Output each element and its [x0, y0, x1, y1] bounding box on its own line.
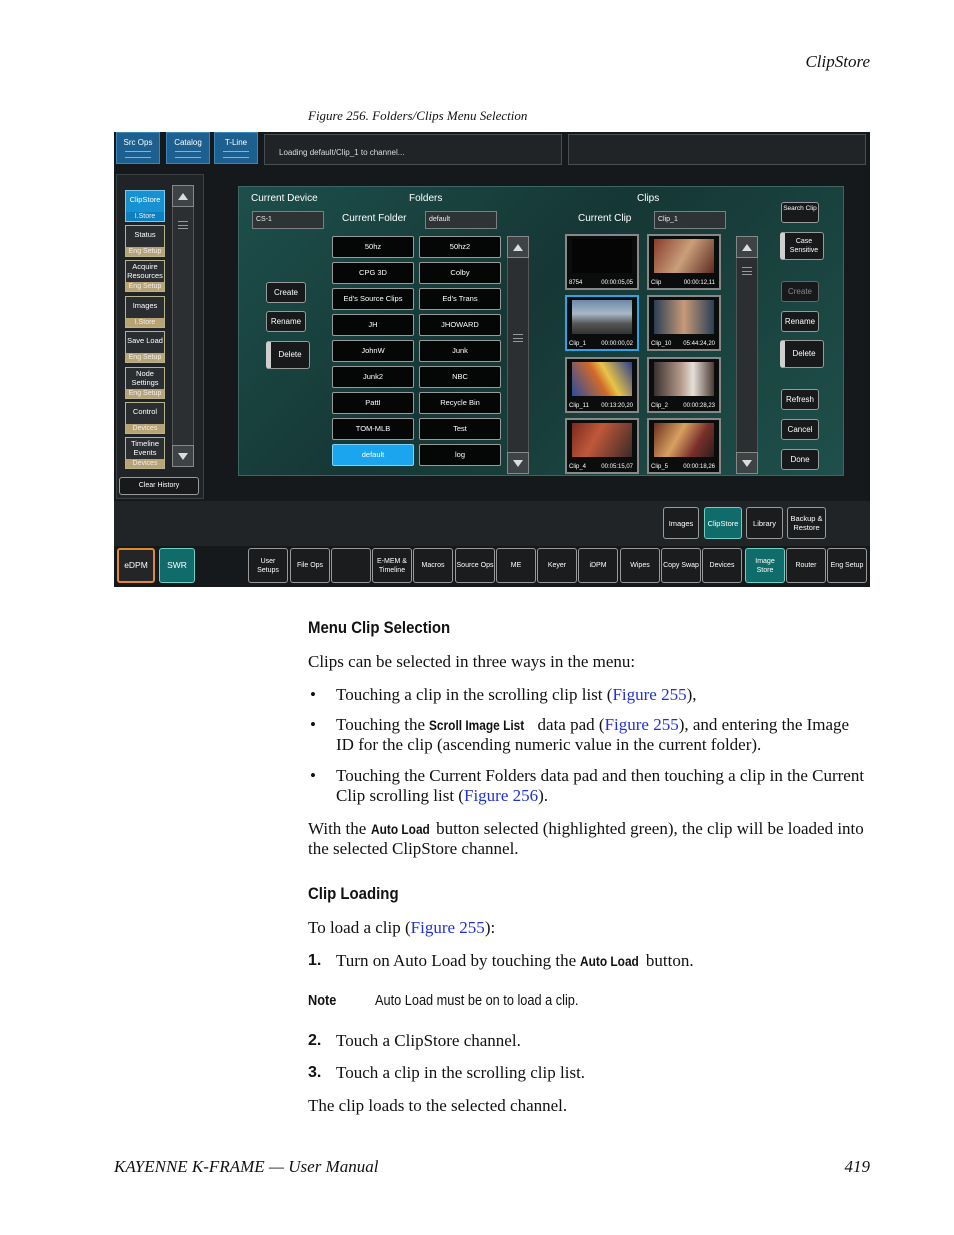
current-device-label: Current Device: [251, 193, 318, 204]
folder-item[interactable]: Colby: [419, 262, 501, 284]
running-header: ClipStore: [805, 52, 870, 71]
step-number: 2.: [308, 1032, 322, 1049]
left-button-sub: Eng Setup: [126, 282, 164, 291]
clip-timecode: 05:44:24,20: [683, 341, 715, 347]
current-folder-field[interactable]: default: [425, 211, 497, 229]
nav-file-ops[interactable]: File Ops: [290, 548, 330, 583]
current-folder-label: Current Folder: [342, 213, 407, 224]
done-button[interactable]: Done: [781, 449, 819, 470]
step-number: 1.: [308, 952, 322, 969]
folder-item[interactable]: Junk2: [332, 366, 414, 388]
folder-item[interactable]: log: [419, 444, 501, 466]
nav-devices[interactable]: Devices: [702, 548, 742, 583]
subtab-library[interactable]: Library: [746, 507, 783, 539]
step-number: 3.: [308, 1064, 322, 1081]
folder-item[interactable]: NBC: [419, 366, 501, 388]
scroll-down-icon[interactable]: [172, 445, 194, 467]
left-button-status[interactable]: [125, 225, 165, 257]
folder-create-button[interactable]: Create: [266, 282, 306, 303]
clip-image: [572, 362, 632, 396]
bullet-icon: •: [310, 766, 316, 785]
scroll-up-icon[interactable]: [172, 185, 194, 207]
clip-name: Clip_10: [651, 341, 672, 347]
list-item: [336, 766, 868, 806]
step-1: [336, 951, 868, 971]
text-run: data pad (: [533, 715, 605, 734]
bullet-icon: •: [310, 685, 316, 704]
folder-item[interactable]: Test: [419, 418, 501, 440]
clip-thumbnail[interactable]: [565, 357, 639, 413]
current-device-field[interactable]: CS-1: [252, 211, 324, 229]
clip-name: Clip_4: [569, 464, 587, 470]
text-run: Touching the: [336, 715, 430, 734]
scroll-up-icon[interactable]: [507, 236, 529, 258]
left-button-clipstore[interactable]: [125, 190, 165, 222]
subtab-backup-restore[interactable]: Backup & Restore: [787, 507, 826, 539]
scroll-grip-icon: [178, 221, 188, 229]
figure-link[interactable]: Figure 255: [604, 715, 679, 734]
search-clip-button[interactable]: Search Clip: [781, 202, 819, 223]
clip-name: Clip_11: [569, 403, 589, 409]
nav-macros[interactable]: Macros: [413, 548, 453, 583]
left-button-label: Status: [134, 230, 156, 239]
left-button-images[interactable]: [125, 296, 165, 328]
clip-thumbnail-selected[interactable]: [565, 295, 639, 351]
figure-link[interactable]: Figure 255: [410, 918, 485, 937]
nav-user-setups[interactable]: User Setups: [248, 548, 288, 583]
nav-source-ops[interactable]: Source Ops: [455, 548, 495, 583]
tab-catalog[interactable]: Catalog: [166, 132, 210, 164]
page-number: 419: [844, 1157, 870, 1176]
left-button-sub: I.Store: [126, 318, 164, 327]
folder-item[interactable]: PattI: [332, 392, 414, 414]
left-panel: [116, 174, 204, 499]
left-button-label: Acquire Resources: [127, 262, 163, 280]
clip-image: [572, 423, 632, 457]
clip-timecode: 00:00:12,11: [683, 280, 715, 286]
paragraph-to-load: [308, 918, 868, 938]
list-item: [336, 715, 868, 755]
scroll-up-icon[interactable]: [736, 236, 758, 258]
folder-rename-button[interactable]: Rename: [266, 311, 306, 332]
clip-create-button[interactable]: Create: [781, 281, 819, 302]
note-text: Auto Load must be on to load a clip.: [375, 992, 579, 1009]
left-button-label: Control: [132, 407, 158, 416]
figure-link[interactable]: Figure 256: [463, 786, 539, 805]
note-label: Note: [308, 992, 337, 1009]
clip-image: [654, 239, 714, 273]
folder-item[interactable]: JHOWARD: [419, 314, 501, 336]
folder-item[interactable]: CPG 3D: [332, 262, 414, 284]
nav-copy-swap[interactable]: Copy Swap: [661, 548, 701, 583]
clip-image: [572, 300, 632, 334]
left-button-label: ClipStore: [129, 195, 161, 204]
clip-name: Clip_5: [651, 464, 669, 470]
section-heading-clip-loading: Clip Loading: [308, 884, 399, 903]
left-button-save-load[interactable]: [125, 331, 165, 363]
nav-eng-setup[interactable]: Eng Setup: [827, 548, 867, 583]
clip-image: [654, 362, 714, 396]
nav-keyer[interactable]: Keyer: [537, 548, 577, 583]
clip-timecode: 00:00:00,02: [601, 341, 633, 347]
clip-image: [654, 423, 714, 457]
folder-item[interactable]: Ed's Trans: [419, 288, 501, 310]
tab-t-line[interactable]: T-Line: [214, 132, 258, 164]
folder-item[interactable]: JohnW: [332, 340, 414, 362]
text-run: ).: [538, 786, 549, 805]
clip-timecode: 00:13:20,20: [601, 403, 633, 409]
left-button-sub: I.Store: [126, 212, 164, 221]
scroll-grip-icon: [513, 334, 523, 342]
clip-delete-button[interactable]: Delete: [780, 340, 824, 368]
clip-timecode: 00:00:18,26: [683, 464, 715, 470]
step-3: Touch a clip in the scrolling clip list.: [336, 1063, 586, 1082]
left-button-acquire-resources[interactable]: [125, 260, 165, 292]
clipstore-screenshot: [114, 132, 870, 587]
left-button-node-settings[interactable]: [125, 367, 165, 399]
step-2: Touch a ClipStore channel.: [336, 1031, 521, 1050]
section-heading-menu-clip-selection: Menu Clip Selection: [308, 618, 451, 637]
left-button-sub: Eng Setup: [126, 353, 164, 362]
text-run: ):: [484, 918, 496, 937]
figure-link[interactable]: Figure 255: [612, 685, 687, 704]
clip-name: Clip_1: [569, 341, 587, 347]
folders-label: Folders: [409, 193, 443, 204]
folder-item[interactable]: 50hz: [332, 236, 414, 258]
clip-thumbnail[interactable]: [647, 418, 721, 474]
current-clip-label: Current Clip: [578, 213, 632, 224]
scroll-grip-icon: [742, 267, 752, 275]
left-button-label: Save Load: [127, 336, 163, 345]
folder-delete-button[interactable]: Delete: [266, 341, 310, 369]
list-item: [336, 685, 868, 705]
clip-timecode: 00:00:28,23: [683, 403, 715, 409]
scroll-down-icon[interactable]: [736, 452, 758, 474]
paragraph-result: The clip loads to the selected channel.: [308, 1096, 568, 1115]
nav-router[interactable]: Router: [786, 548, 826, 583]
clip-image: [654, 300, 714, 334]
left-button-sub: Devices: [126, 424, 164, 433]
current-clip-field[interactable]: Clip_1: [654, 211, 726, 229]
nav-idpm[interactable]: iDPM: [578, 548, 618, 583]
footer-title: KAYENNE K-FRAME — User Manual: [114, 1157, 379, 1176]
folder-scrollbar[interactable]: [507, 236, 529, 472]
folder-item-selected[interactable]: default: [332, 444, 414, 466]
clip-thumbnail[interactable]: [647, 295, 721, 351]
text-run: Turn on Auto Load by touching the: [336, 951, 581, 970]
key-term: Auto Load: [370, 821, 430, 837]
nav-me[interactable]: ME: [496, 548, 536, 583]
key-term: Auto Load: [580, 953, 640, 969]
clip-name: Clip: [651, 280, 662, 286]
text-run: ), and entering the Image ID for the clip (ascending numeric value in the current folder).: [336, 715, 850, 754]
refresh-button[interactable]: Refresh: [781, 389, 819, 410]
clip-image: [572, 239, 632, 273]
tab-src-ops[interactable]: Src Ops: [116, 132, 160, 164]
text-run: With the: [308, 819, 371, 838]
folder-item[interactable]: Ed's Source Clips: [332, 288, 414, 310]
paragraph-auto-load: [308, 819, 868, 859]
clip-rename-button[interactable]: Rename: [781, 311, 819, 332]
clear-history-button[interactable]: Clear History: [119, 477, 199, 495]
nav-blank[interactable]: [331, 548, 371, 583]
left-button-control[interactable]: [125, 402, 165, 434]
clip-thumbnail[interactable]: [565, 234, 639, 290]
subtab-images[interactable]: Images: [663, 507, 699, 539]
text-run: Touching a clip in the scrolling clip list (: [336, 685, 613, 704]
clip-name: Clip_2: [651, 403, 669, 409]
clip-timecode: 00:05:15,07: [601, 464, 633, 470]
left-button-label: Timeline Events: [130, 439, 160, 457]
clips-label: Clips: [637, 193, 660, 204]
left-button-sub: Eng Setup: [126, 247, 164, 256]
clip-thumbnail[interactable]: [647, 357, 721, 413]
left-button-label: Node Settings: [131, 369, 159, 387]
nav-image-store[interactable]: Image Store: [745, 548, 785, 583]
text-run: To load a clip (: [308, 918, 411, 937]
case-sensitive-button[interactable]: Case Sensitive: [780, 232, 824, 260]
bullet-icon: •: [310, 715, 316, 734]
clip-timecode: 00:00:05,05: [601, 280, 633, 286]
key-term: Scroll Image List: [429, 717, 525, 733]
figure-caption: Figure 256. Folders/Clips Menu Selection: [308, 108, 528, 123]
nav-emem-timeline[interactable]: E-MEM & Timeline: [372, 548, 412, 583]
status-message: Loading default/Clip_1 to channel...: [264, 134, 562, 165]
left-button-sub: Devices: [126, 459, 164, 468]
status-message-2: [568, 134, 866, 165]
subtab-clipstore[interactable]: ClipStore: [704, 507, 742, 539]
text-run: button selected (highlighted green), the clip will be loaded into the selected ClipStore channel.: [308, 819, 864, 858]
clip-thumbnail[interactable]: [565, 418, 639, 474]
cancel-button[interactable]: Cancel: [781, 419, 819, 440]
scroll-down-icon[interactable]: [507, 452, 529, 474]
folder-item[interactable]: TOM-MLB: [332, 418, 414, 440]
folder-item[interactable]: Recycle Bin: [419, 392, 501, 414]
nav-edpm[interactable]: eDPM: [117, 548, 155, 583]
nav-swr[interactable]: SWR: [159, 548, 195, 583]
folders-clips-panel: [238, 186, 844, 476]
folder-item[interactable]: JH: [332, 314, 414, 336]
text-run: button.: [641, 951, 694, 970]
text-run: ),: [686, 685, 697, 704]
text-run: Touching the Current Folders data pad and then touching a clip in the Current Clip scrolling list (: [336, 766, 865, 805]
left-button-timeline-events[interactable]: [125, 437, 165, 469]
paragraph-intro: Clips can be selected in three ways in the menu:: [308, 652, 636, 671]
folder-item[interactable]: 50hz2: [419, 236, 501, 258]
clip-thumbnail[interactable]: [647, 234, 721, 290]
nav-wipes[interactable]: Wipes: [620, 548, 660, 583]
folder-item[interactable]: Junk: [419, 340, 501, 362]
clip-name: 8754: [569, 280, 583, 286]
left-button-sub: Eng Setup: [126, 389, 164, 398]
left-button-label: Images: [132, 301, 158, 310]
